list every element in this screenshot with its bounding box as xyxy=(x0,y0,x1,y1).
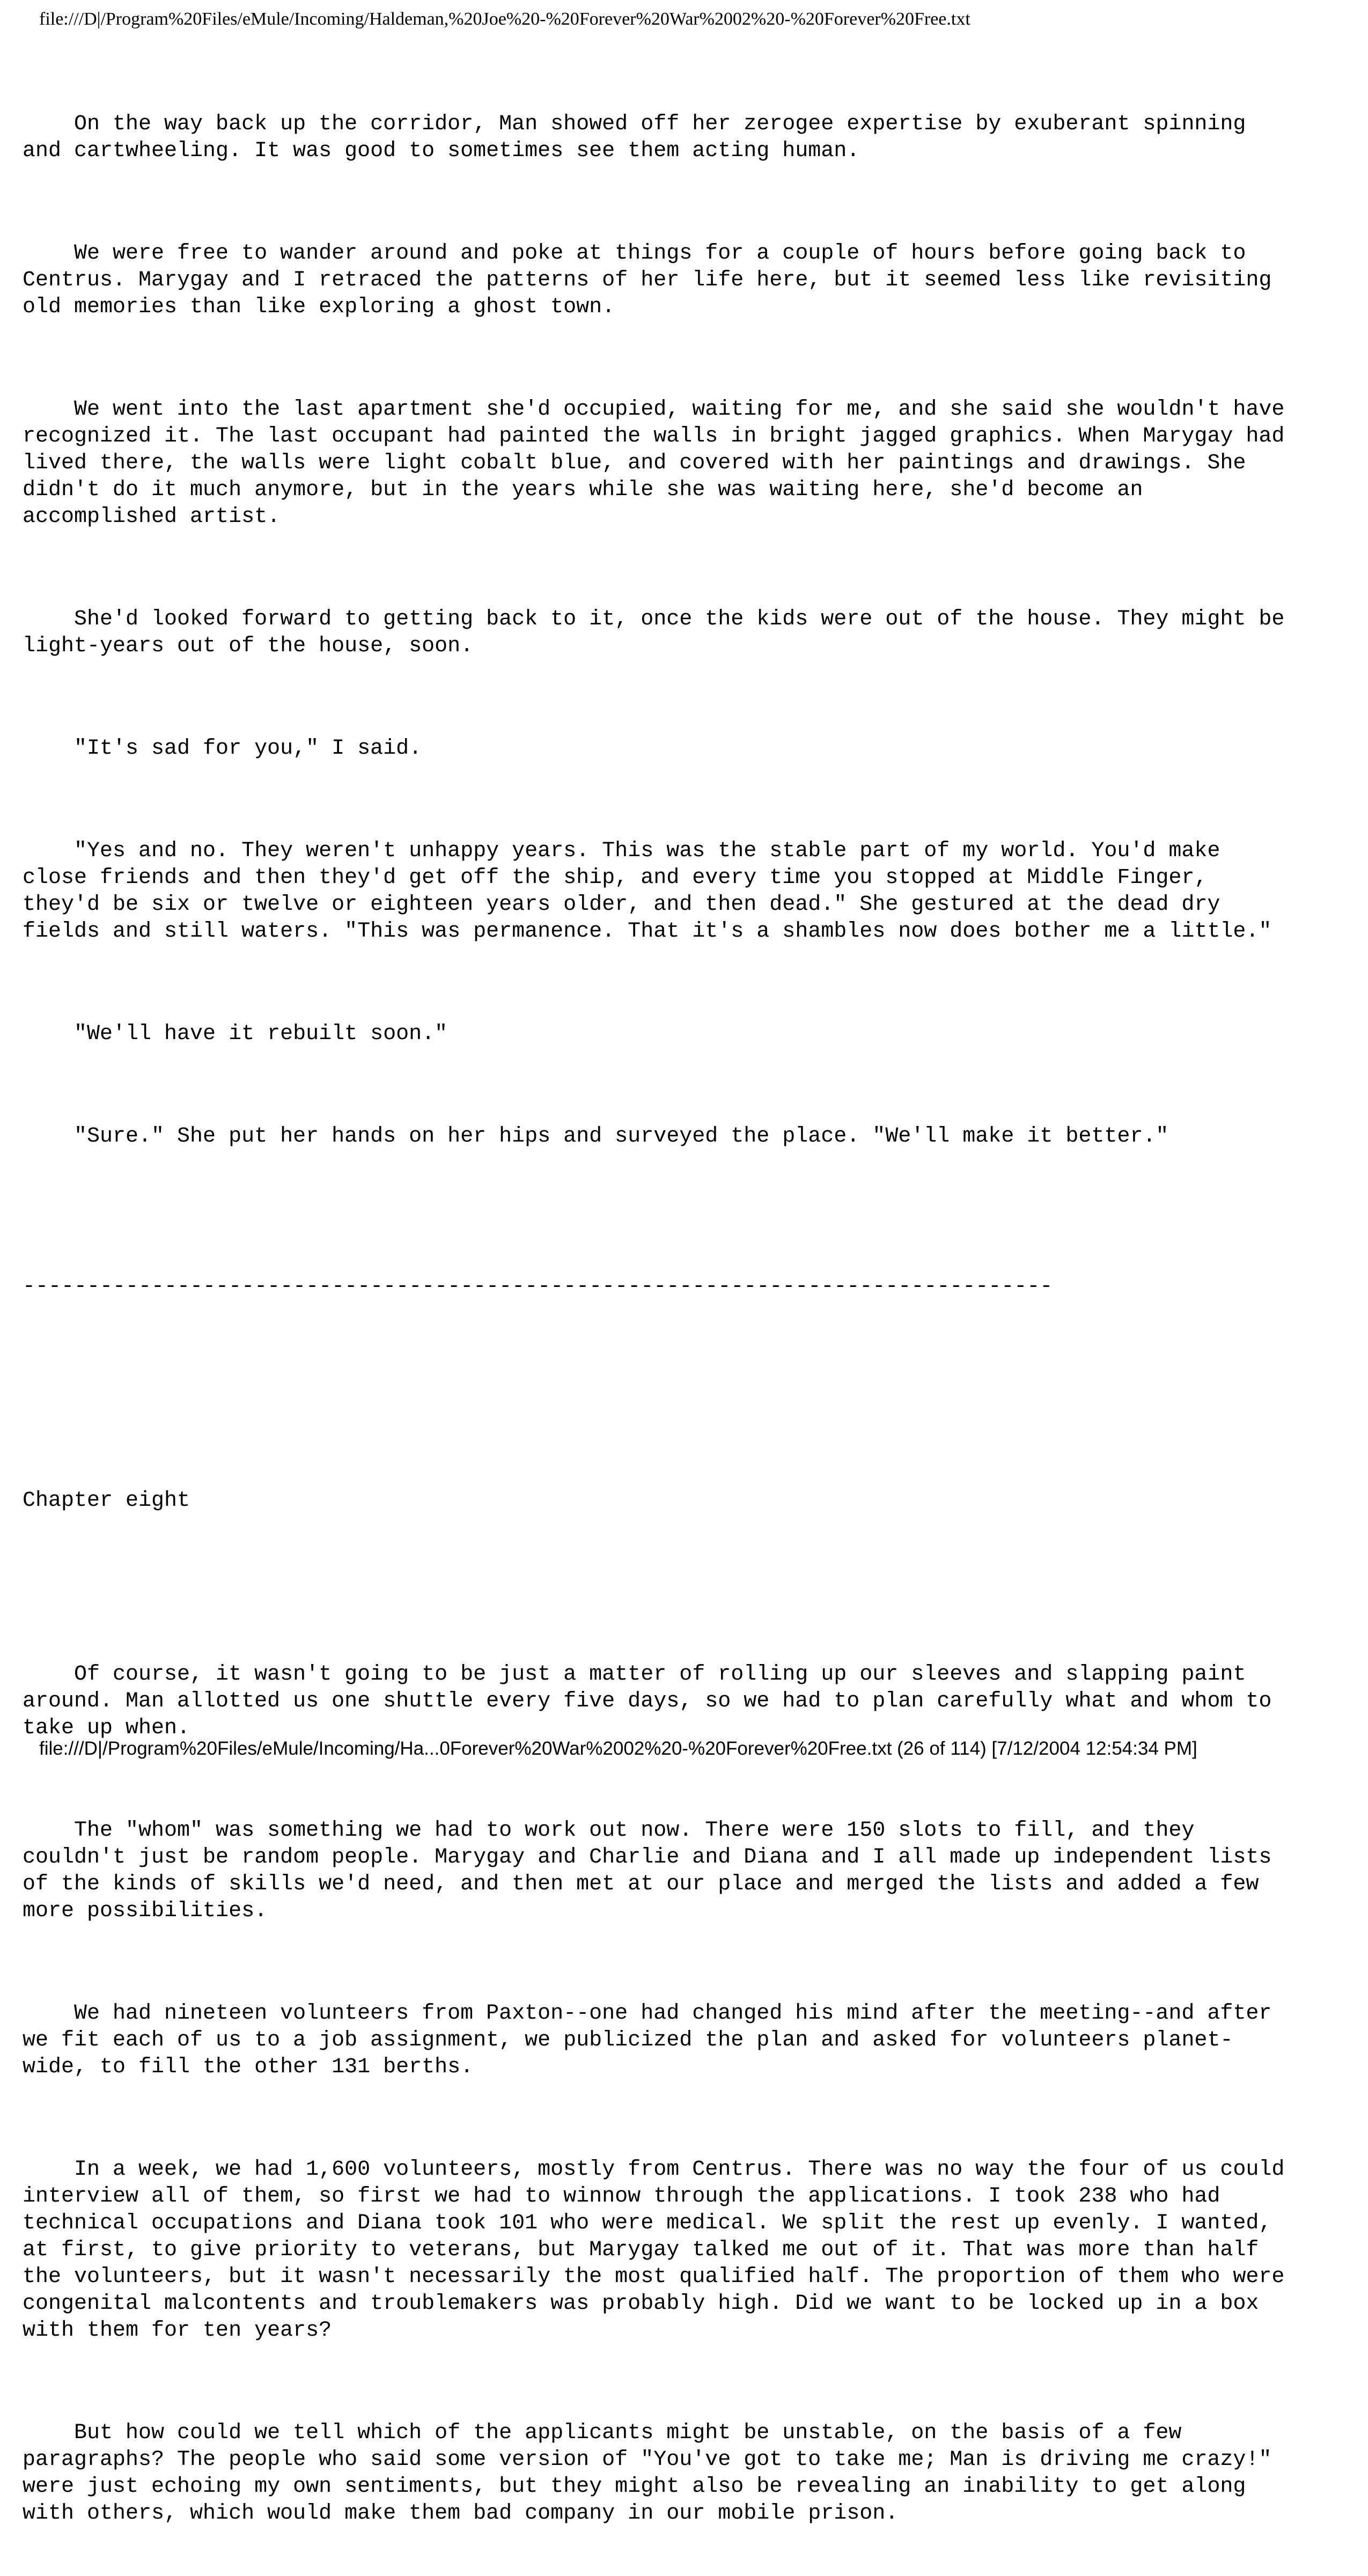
paragraph: We were free to wander around and poke at things for a couple of hours before going back to Centrus. Marygay and I retraced the patterns of her life here, but it seemed less like revisiting old memories than like exploring a ghost town. xyxy=(23,241,1272,319)
paragraph: The "whom" was something we had to work out now. There were 150 slots to fill, and they couldn't just be random people. Marygay and Charlie and Diana and I all made up independent lists of the kinds of skills we'd need, and then met at our place and merged the lists and added a few more possibilities. xyxy=(23,1819,1272,1923)
paragraph: "We'll have it rebuilt soon." xyxy=(23,1022,448,1046)
document-body xyxy=(23,57,1348,2576)
paragraph: On the way back up the corridor, Man showed off her zerogee expertise by exuberant spinning and cartwheeling. It was good to sometimes see them acting human. xyxy=(23,112,1246,163)
file-path-header: file:///D|/Program%20Files/eMule/Incoming/Haldeman,%20Joe%20-%20Forever%20War%2002%20-%20Forever%20Free.txt xyxy=(39,9,970,29)
page-footer: file:///D|/Program%20Files/eMule/Incoming/Ha...0Forever%20War%2002%20-%20Forever%20Free.txt (26 of 114) [7/12/2004 12:54:34 PM] xyxy=(39,1738,1197,1759)
paragraph: "Sure." She put her hands on her hips and surveyed the place. "We'll make it better." xyxy=(23,1124,1169,1149)
paragraph: We had nineteen volunteers from Paxton--one had changed his mind after the meeting--and after we fit each of us to a job assignment, we publicized the plan and asked for volunteers planet- wide, to fill the other 131 berths. xyxy=(23,2001,1272,2079)
chapter-heading: Chapter eight xyxy=(23,1489,190,1513)
section-separator: -------------------------------------------------------------------------------- xyxy=(23,1275,1053,1299)
paragraph: But how could we tell which of the applicants might be unstable, on the basis of a few paragraphs? The people who said some version of "You've got to take me; Man is driving me crazy!" were just echoing my own sentiments, but they might also be revealing an inability to get along with others, which would make them bad company in our mobile prison. xyxy=(23,2421,1272,2526)
paragraph: Of course, it wasn't going to be just a matter of rolling up our sleeves and slapping paint around. Man allotted us one shuttle every five days, so we had to plan carefully what and whom to take up when. xyxy=(23,1662,1272,1740)
paragraph: "It's sad for you," I said. xyxy=(23,737,422,761)
paragraph: In a week, we had 1,600 volunteers, mostly from Centrus. There was no way the four of us could interview all of them, so first we had to winnow through the applications. I took 238 who had technical occupations and Diana took 101 who were medical. We split the rest up evenly. I wanted, at first, to give priority to veterans, but Marygay talked me out of it. That was more than half the volunteers, but it wasn't necessarily the most qualified half. The proportion of them who were congenital malcontents and troublemakers was probably high. Did we want to be locked up in a box with them for ten years? xyxy=(23,2158,1285,2343)
paragraph: She'd looked forward to getting back to it, once the kids were out of the house. They might be light-years out of the house, soon. xyxy=(23,607,1285,658)
paragraph: "Yes and no. They weren't unhappy years. This was the stable part of my world. You'd make close friends and then they'd get off the ship, and every time you stopped at Middle Finger, they'd be six or twelve or eighteen years older, and then dead." She gestured at the dead dry fields and still waters. "This was permanence. That it's a shambles now does bother me a little." xyxy=(23,839,1272,944)
paragraph: We went into the last apartment she'd occupied, waiting for me, and she said she wouldn't have recognized it. The last occupant had painted the walls in bright jagged graphics. When Marygay had lived there, the walls were light cobalt blue, and covered with her paintings and drawings. She didn't do it much anymore, but in the years while she was waiting here, she'd become an accomplished artist. xyxy=(23,398,1285,529)
